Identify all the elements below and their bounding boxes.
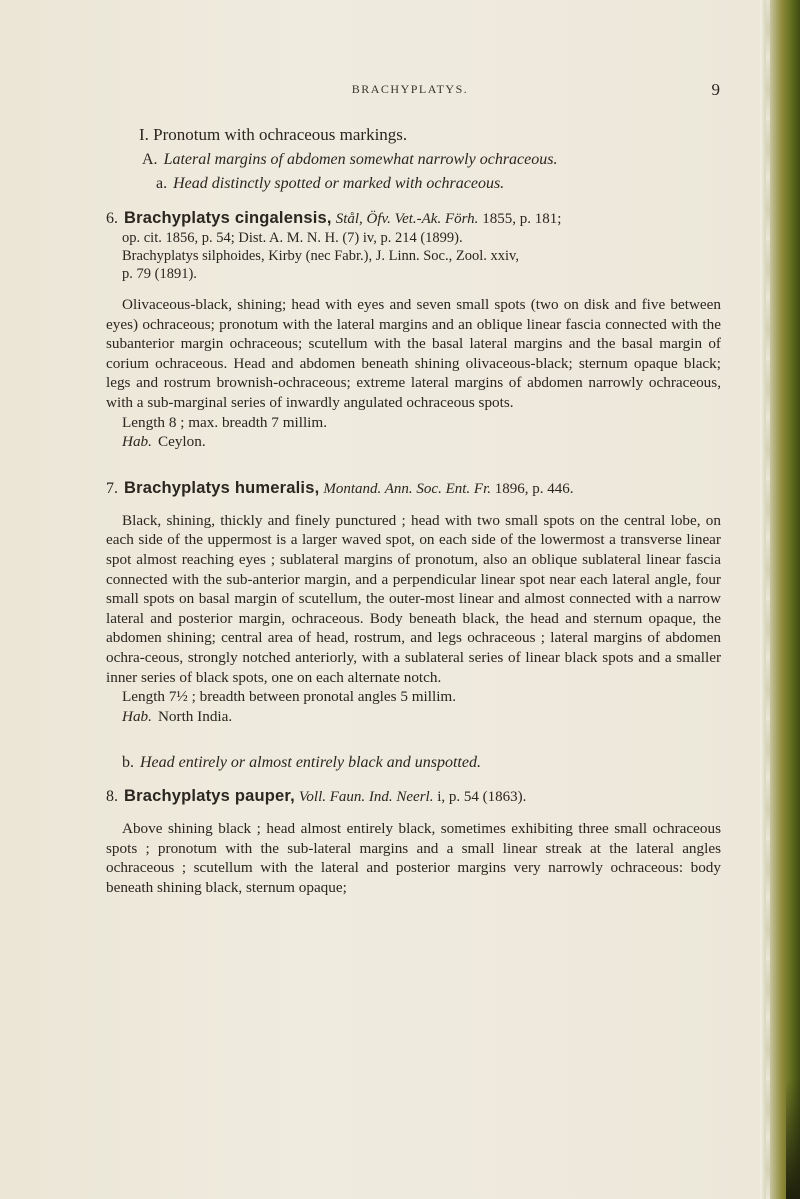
species-name: Brachyplatys cingalensis, [124,209,332,227]
book-binding-edge [760,0,800,1199]
species-length: Length 7½ ; breadth between pronotal angles 5 millim. [122,688,457,706]
binding-shadow [786,1079,800,1199]
species-entry-8 [106,786,721,897]
habitat-value: Ceylon. [157,433,206,451]
species-reference: 1855, p. 181; [478,211,562,227]
heading-label: b. [122,754,134,772]
running-head: BRACHYPLATYS. [351,82,469,96]
species-heading [106,478,721,499]
heading-text: Head distinctly spotted or marked with ochraceous. [173,175,505,192]
species-reference: 1896, p. 446. [491,480,574,497]
species-name: Brachyplatys pauper, [124,787,295,806]
page-content [106,125,721,898]
species-description: Olivaceous-black, shining; head with eyes and seven small spots (two on disk and five between eyes) ochraceous; pronotum with the lateral margins and an oblique linear fascia connected with the subanterior margin ochraceous; scutellum with the basal lateral margins and the basal margin of corium ochraceous. Head and abdomen beneath shining olivaceous-black; sternum opaque black; legs and rostrum brownish-ochraceous; extreme lateral margins of abdomen narrowly ochraceous, with a sub-marginal series of inwardly angulated ochraceous spots. [106,296,721,411]
species-length: Length 8 ; max. breadth 7 millim. [122,413,327,431]
habitat-value: North India. [157,707,233,725]
species-name: Brachyplatys humeralis, [124,478,320,497]
species-entry-7 [106,478,721,727]
species-authority: Stål, Öfv. Vet.-Ak. Förh. [335,211,479,227]
species-number: 7. [106,479,118,497]
heading-subsection-a-lower [156,175,721,193]
species-reference: i, p. 54 (1863). [433,789,527,806]
species-number: 8. [106,788,118,806]
heading-label: A. [142,151,158,168]
heading-label: a. [156,175,168,192]
species-description: Above shining black ; head almost entirely black, sometimes exhibiting three small ochraceous spots ; pronotum with the sub-lateral margins and a small linear streak at the lateral angles ochraceous ; scutellum with the lateral and posterior margins very narrowly ochraceous: body beneath shining black, sternum opaque; [106,820,721,897]
species-habitat [122,432,721,452]
species-heading [106,786,721,807]
species-number: 6. [106,210,118,227]
species-entry-6 [106,208,721,452]
habitat-label: Hab. [122,433,152,451]
synonymy-line: p. 79 (1891). [122,266,197,282]
page-number: 9 [711,80,720,99]
habitat-label: Hab. [122,707,152,725]
heading-text: Head entirely or almost entirely black and unspotted. [140,754,481,772]
heading-subsection-b [122,754,721,772]
species-authority: Voll. Faun. Ind. Neerl. [298,789,434,806]
synonymy-line: op. cit. 1856, p. 54; Dist. A. M. N. H. (7) iv, p. 214 (1899). [122,230,463,246]
page-header [100,82,720,102]
species-description: Black, shining, thickly and finely punctured ; head with two small spots on the central lobe, on each side of the uppermost is a larger waved spot, on each side of the lowermost a transverse linear spot almost reaching eyes ; sublateral margins of pronotum, also an oblique sublateral linear fascia connected with the sub-anterior margin, and a perpendicular linear spot near each lateral angle, four small spots on basal margin of scutellum, the outer-most linear and almost connected with a narrow lateral and posterior margin, ochraceous. Body beneath black, the head and sternum opaque, the abdomen shining; central area of head, rostrum, and legs ochraceous ; lateral margins of abdomen ochra-ceous, strongly notched anteriorly, with a sublateral series of linear black spots and a smaller inner series of black spots, one on each alternate notch. [106,511,721,686]
species-authority: Montand. Ann. Soc. Ent. Fr. [323,480,491,497]
heading-section-i: I. Pronotum with ochraceous markings. [139,125,408,144]
species-heading [106,208,721,229]
heading-subsection-a-upper [142,151,721,169]
species-habitat [122,707,721,727]
synonymy-line: Brachyplatys silphoides, Kirby (nec Fabr.), J. Linn. Soc., Zool. xxiv, [122,248,519,264]
heading-text: Lateral margins of abdomen somewhat narrowly ochraceous. [163,151,558,168]
